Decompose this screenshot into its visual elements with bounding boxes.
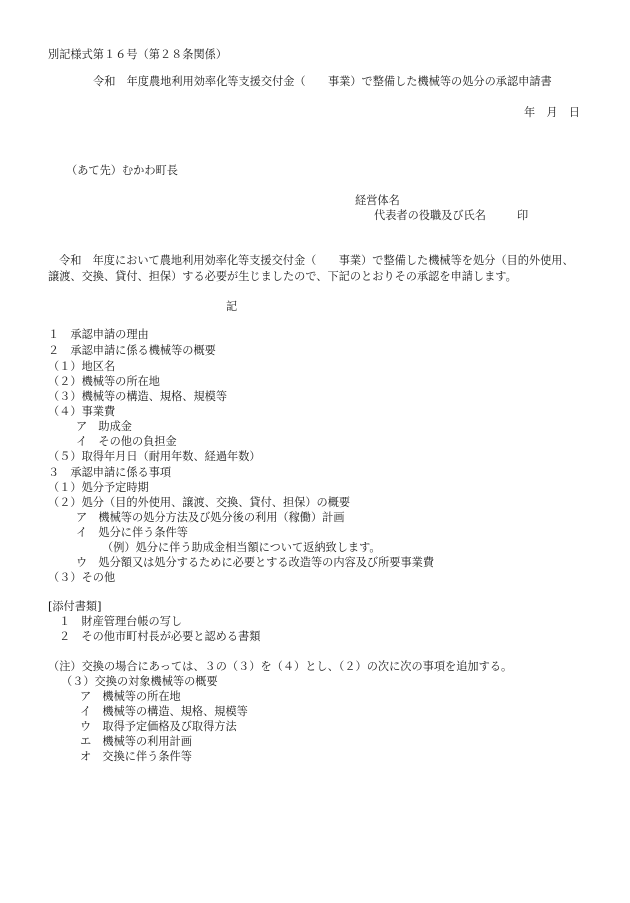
- list-item: （３）その他: [48, 571, 116, 584]
- list-item: ウ 処分額又は処分するために必要とする改造等の内容及び所要事業費: [76, 556, 435, 569]
- note-item: オ 交換に伴う条件等: [80, 750, 192, 763]
- attachment-item: １ 財産管理台帳の写し: [59, 615, 183, 628]
- list-item: ２ 承認申請に係る機械等の概要: [48, 344, 216, 357]
- attachments-heading: [添付書類]: [48, 600, 102, 613]
- note-line: （注）交換の場合にあっては、３の（３）を（４）とし、（２）の次に次の事項を追加する。: [48, 660, 513, 673]
- note-sub-heading: （３）交換の対象機械等の概要: [61, 675, 218, 688]
- ki-heading: 記: [226, 300, 238, 313]
- note-item: イ 機械等の構造、規格、規模等: [80, 705, 248, 718]
- list-item: （例）処分に伴う助成金相当額について返納致します。: [102, 541, 381, 554]
- list-item: （４）事業費: [48, 405, 116, 418]
- list-item: （１）処分予定時期: [48, 481, 149, 494]
- seal-mark: 印: [517, 209, 529, 222]
- body-line: 令和 年度において農地利用効率化等支援交付金（ 事業）で整備した機械等を処分（目的外使用、: [59, 254, 574, 267]
- list-item: （３）機械等の構造、規格、規模等: [48, 390, 228, 403]
- representative-label: 代表者の役職及び氏名: [374, 209, 486, 222]
- note-item: エ 機械等の利用計画: [80, 735, 192, 748]
- list-item: ア 機械等の処分方法及び処分後の利用（稼働）計画: [76, 511, 345, 524]
- list-item: （２）処分（目的外使用、譲渡、交換、貸付、担保）の概要: [48, 496, 351, 509]
- list-item: ア 助成金: [76, 420, 132, 433]
- list-item: イ 処分に伴う条件等: [76, 526, 188, 539]
- list-item: １ 承認申請の理由: [48, 328, 149, 341]
- body-line: 譲渡、交換、貸付、担保）する必要が生じましたので、下記のとおりその承認を申請します。: [48, 270, 517, 283]
- form-number: 別記様式第１６号（第２８条関係）: [48, 48, 228, 61]
- list-item: （２）機械等の所在地: [48, 375, 160, 388]
- document-title: 令和 年度農地利用効率化等支援交付金（ 事業）で整備した機械等の処分の承認申請書: [93, 75, 552, 88]
- note-item: ウ 取得予定価格及び取得方法: [80, 720, 237, 733]
- attachment-item: ２ その他市町村長が必要と認める書類: [59, 630, 261, 643]
- list-item: （５）取得年月日（耐用年数、経過年数）: [48, 450, 261, 463]
- date-field: 年 月 日: [524, 106, 580, 119]
- organization-name-label: 経営体名: [355, 194, 400, 207]
- list-item: イ その他の負担金: [76, 435, 177, 448]
- note-item: ア 機械等の所在地: [80, 690, 181, 703]
- list-item: ３ 承認申請に係る事項: [48, 466, 172, 479]
- addressee: （あて先）むかわ町長: [66, 164, 178, 177]
- list-item: （１）地区名: [48, 360, 116, 373]
